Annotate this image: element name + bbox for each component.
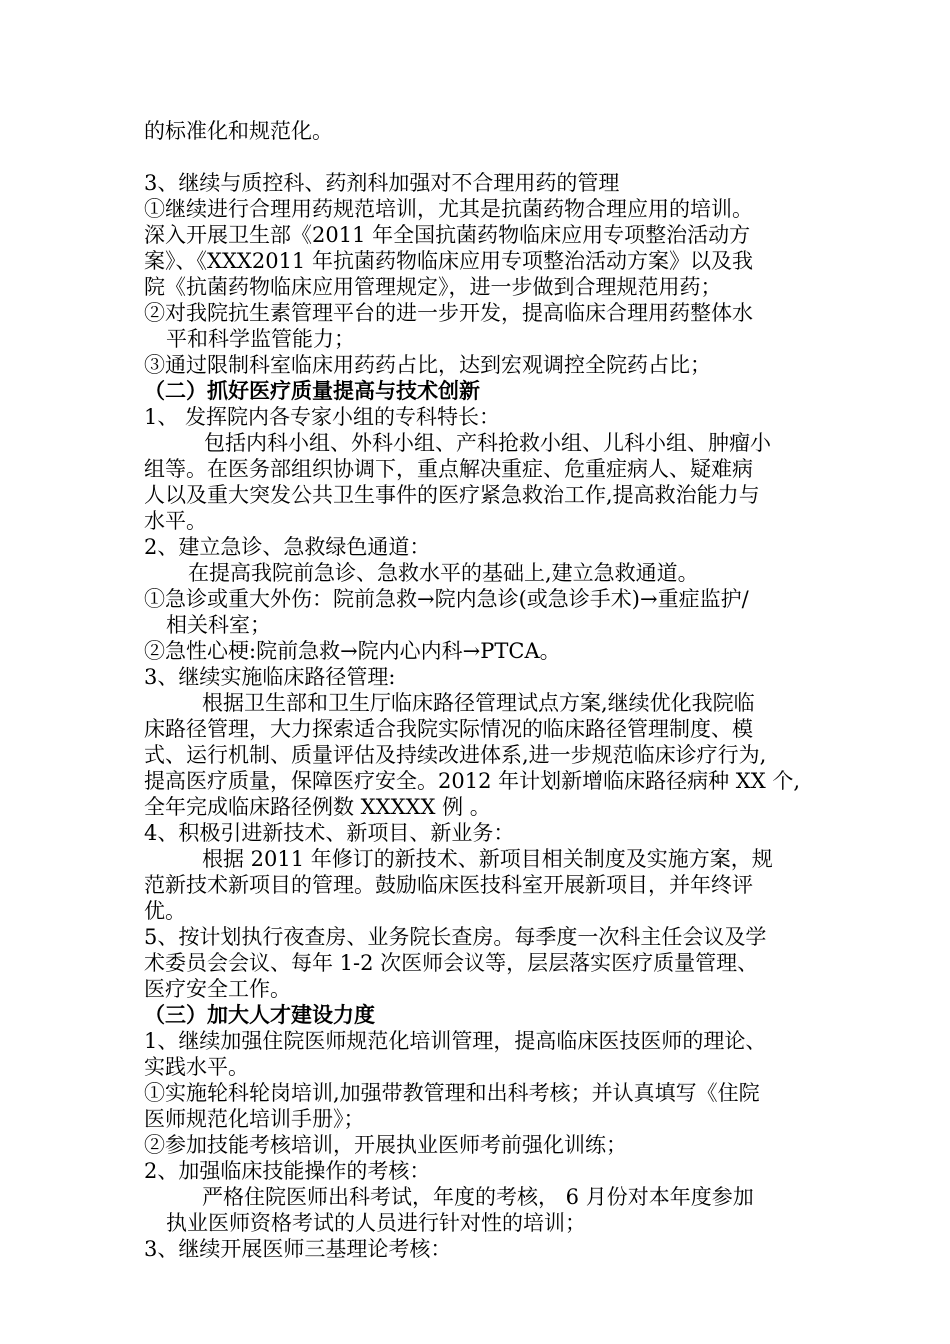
text-line: 医疗安全工作。 <box>144 977 291 1001</box>
text-line: 水平。 <box>144 509 207 533</box>
text-line: 医师规范化培训手册》； <box>144 1107 365 1131</box>
text-line: 2、加强临床技能操作的考核： <box>144 1159 431 1183</box>
text-line: ①继续进行合理用药规范培训，尤其是抗菌药物合理应用的培训。 <box>144 197 753 221</box>
text-line: 全年完成临床路径例数 XXXXX 例 。 <box>144 795 491 819</box>
section-item-3-heading: 3、继续与质控科、药剂科加强对不合理用药的管理 <box>144 171 620 195</box>
text-line: 组等。在医务部组织协调下，重点解决重症、危重症病人、疑难病 <box>144 457 753 481</box>
text-line: 在提高我院前急诊、急救水平的基础上,建立急救通道。 <box>188 561 699 585</box>
text-line: 式、运行机制、质量评估及持续改进体系,进一步规范临床诊疗行为, <box>144 743 767 767</box>
text-line: 术委员会会议、每年 1-2 次医师会议等，层层落实医疗质量管理、 <box>144 951 759 975</box>
text-line: ②对我院抗生素管理平台的进一步开发，提高临床合理用药整体水 <box>144 301 753 325</box>
text-line: 范新技术新项目的管理。鼓励临床医技科室开展新项目，并年终评 <box>144 873 753 897</box>
section-heading-3: （三）加大人才建设力度 <box>144 1002 375 1027</box>
text-line: ①实施轮科轮岗培训,加强带教管理和出科考核；并认真填写《住院 <box>144 1081 760 1105</box>
text-line: 严格住院医师出科考试，年度的考核， 6 月份对本年度参加 <box>202 1185 754 1209</box>
text-line: 院《抗菌药物临床应用管理规定》，进一步做到合理规范用药； <box>144 275 722 299</box>
text-line: 3、继续开展医师三基理论考核： <box>144 1237 452 1261</box>
text-line: ②参加技能考核培训，开展执业医师考前强化训练； <box>144 1133 627 1157</box>
text-line: 5、按计划执行夜查房、业务院长查房。每季度一次科主任会议及学 <box>144 925 767 949</box>
text-line: ②急性心梗:院前急救→院内心内科→PTCA。 <box>144 639 561 663</box>
text-line: 深入开展卫生部《2011 年全国抗菌药物临床应用专项整治活动方 <box>144 223 751 247</box>
text-line: ③通过限制科室临床用药药占比，达到宏观调控全院药占比； <box>144 353 711 377</box>
text-line: 提高医疗质量，保障医疗安全。2012 年计划新增临床路径病种 XX 个, <box>144 769 801 793</box>
text-line: 人以及重大突发公共卫生事件的医疗紧急救治工作,提高救治能力与 <box>144 483 760 507</box>
text-line: 相关科室； <box>166 613 271 637</box>
text-line: 实践水平。 <box>144 1055 249 1079</box>
text-line: 3、继续实施临床路径管理: <box>144 665 396 689</box>
text-line: 平和科学监管能力； <box>166 327 355 351</box>
text-line: 执业医师资格考试的人员进行针对性的培训； <box>166 1211 586 1235</box>
document-body <box>144 118 834 1262</box>
text-line: ①急诊或重大外伤：院前急救→院内急诊(或急诊手术)→重症监护/ <box>144 587 749 611</box>
text-line: 优。 <box>144 899 186 923</box>
section-heading-2: （二）抓好医疗质量提高与技术创新 <box>144 378 480 403</box>
text-line: 根据卫生部和卫生厅临床路径管理试点方案,继续优化我院临 <box>202 691 755 715</box>
text-line: 1、继续加强住院医师规范化培训管理，提高临床医技医师的理论、 <box>144 1029 767 1053</box>
text-line: 4、积极引进新技术、新项目、新业务： <box>144 821 515 845</box>
text-line: 包括内科小组、外科小组、产科抢救小组、儿科小组、肿瘤小 <box>204 431 771 455</box>
text-line: 床路径管理，大力探索适合我院实际情况的临床路径管理制度、模 <box>144 717 753 741</box>
text-line: 2、建立急诊、急救绿色通道： <box>144 535 431 559</box>
text-line: 1、 发挥院内各专家小组的专科特长： <box>144 405 501 429</box>
text-line: 案》、《XXX2011 年抗菌药物临床应用专项整治活动方案》以及我 <box>144 249 753 273</box>
text-line: 根据 2011 年修订的新技术、新项目相关制度及实施方案，规 <box>202 847 773 871</box>
text-line: 的标准化和规范化。 <box>144 119 333 143</box>
